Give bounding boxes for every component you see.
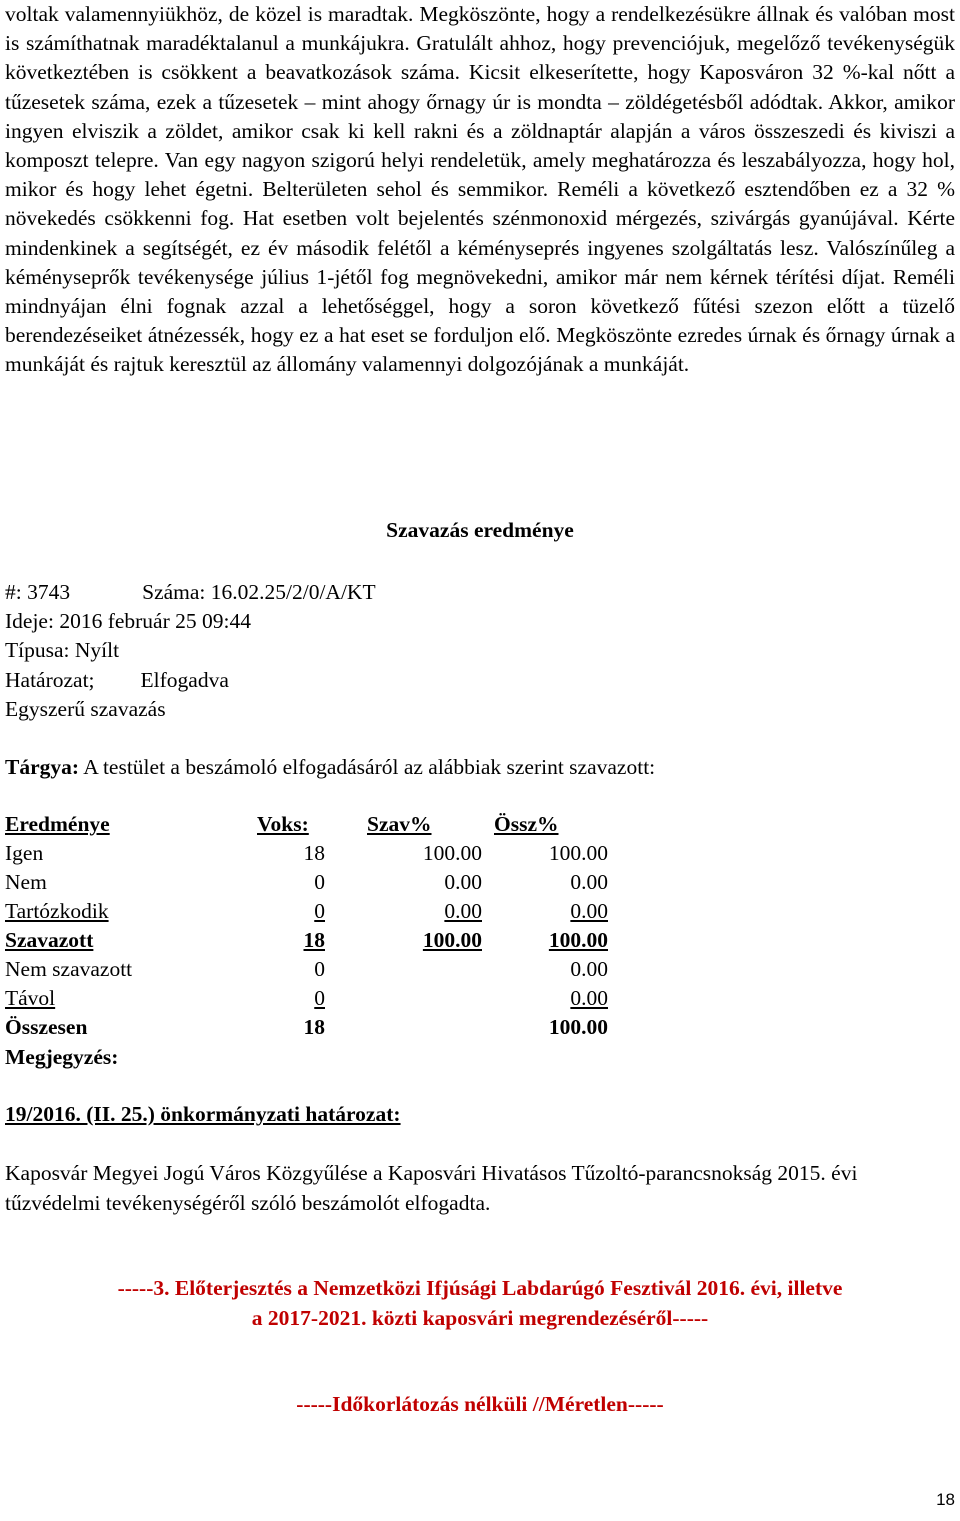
vote-result-title: [0, 518, 960, 543]
row-votes: 0: [314, 870, 325, 894]
resolution-text: Kaposvár Megyei Jogú Város Közgyűlése a Kaposvári Hivatásos Tűzoltó-parancsnokság 2015. évi tűzvédelmi tevékenységéről szóló beszámolót elfogadta.: [5, 1161, 858, 1215]
row-votes: 0: [314, 986, 325, 1010]
vote-decision-label: Határozat;: [5, 667, 95, 692]
row-label: Igen: [5, 841, 44, 865]
row-label: Tartózkodik: [5, 899, 109, 923]
row-szav: [325, 955, 482, 984]
vote-date: Ideje: 2016 február 25 09:44: [5, 609, 251, 634]
row-ossz: 0.00: [570, 957, 608, 981]
table-row: [5, 955, 608, 984]
row-votes: 18: [303, 841, 325, 865]
row-label: Nem: [5, 870, 47, 894]
vote-decision-line: [5, 666, 376, 695]
vote-subject: [5, 753, 655, 782]
vote-subject-text: A testület a beszámoló elfogadásáról az alábbiak szerint szavazott:: [79, 755, 656, 779]
page-number: 18: [936, 1490, 955, 1509]
vote-kind: Egyszerű szavazás: [5, 696, 166, 721]
row-votes: 18: [303, 1015, 325, 1039]
vote-reference: Száma: 16.02.25/2/0/A/KT: [142, 580, 376, 604]
time-limit-note: -----Időkorlátozás nélküli //Méretlen-----: [296, 1392, 664, 1416]
row-szav: 0.00: [444, 899, 482, 923]
row-votes: 0: [314, 899, 325, 923]
row-votes: 0: [314, 957, 325, 981]
row-szav: [325, 984, 482, 1013]
vote-meta: [5, 578, 376, 724]
vote-subject-label: Tárgya:: [5, 755, 80, 779]
row-label: Szavazott: [5, 928, 94, 952]
agenda-line-1: -----3. Előterjesztés a Nemzetközi Ifjúsági Labdarúgó Fesztivál 2016. évi, illetve: [117, 1276, 843, 1300]
row-ossz: 0.00: [570, 870, 608, 894]
vote-type: Típusa: Nyílt: [5, 638, 120, 663]
row-ossz: 0.00: [570, 986, 608, 1010]
row-label: Távol: [5, 986, 56, 1010]
row-votes: 18: [303, 928, 325, 952]
column-header: Össz%: [494, 812, 559, 836]
row-szav: 100.00: [422, 928, 482, 952]
column-header: Eredménye: [5, 812, 110, 836]
row-label: Nem szavazott: [5, 957, 133, 981]
column-header: Szav%: [367, 812, 432, 836]
row-ossz: 0.00: [570, 899, 608, 923]
vote-number: #: 3743: [5, 580, 71, 604]
row-label: Összesen: [5, 1015, 88, 1039]
table-row: [5, 984, 608, 1013]
row-szav: 0.00: [444, 870, 482, 894]
row-szav: [325, 1013, 482, 1042]
vote-result-title-text: Szavazás eredménye: [386, 518, 574, 542]
table-row: [5, 1013, 608, 1042]
row-ossz: 100.00: [548, 1015, 608, 1039]
table-row: [5, 839, 608, 868]
agenda-line-2: a 2017-2021. közti kaposvári megrendezéséről-----: [251, 1306, 709, 1330]
notes-label: Megjegyzés:: [5, 1045, 119, 1069]
table-row: [5, 897, 608, 926]
column-header: Voks:: [257, 812, 309, 836]
vote-id-line: [5, 578, 376, 607]
vote-results-table: [5, 810, 608, 1042]
table-row: [5, 868, 608, 897]
table-header-row: [5, 810, 608, 839]
vote-decision-value: Elfogadva: [140, 667, 229, 692]
row-ossz: 100.00: [548, 928, 608, 952]
row-ossz: 100.00: [548, 841, 608, 865]
agenda-item-heading: [0, 1273, 960, 1333]
body-paragraph: voltak valamennyiükhöz, de közel is maradtak. Megköszönte, hogy a rendelkezésükre állnak és valóban most is számíthatnak maradéktalanul a munkájukra. Gratulált ahhoz, hogy prevenciójuk, megelőző tevékenységük következtében is csökkent a beavatkozások száma. Kicsit elkeserítette, hogy Kaposváron 32 %-kal nőtt a tűzesetek száma, ezek a tűzesetek – mint ahogy őrnagy úr is mondta – zöldégetésből adódtak. Akkor, amikor ingyen elviszik a zöldet, amikor csak ki kell rakni és a zöldnaptár alapján a város összeszedi és kiviszi a komposzt telepre. Van egy nagyon szigorú helyi rendeletük, amely meghatározza és leszabályozza, hogy hol, mikor és hogy lehet égetni. Belterületen sehol és semmikor. Reméli a következő esztendőben ez a 32 % növekedés csökkenni fog. Hat esetben volt bejelentés szénmonoxid mérgezés, szivárgás gyanújával. Kérte mindenkinek a segítségét, ez év második felétől a kéményseprés ingyenes szolgáltatás lesz. Valószínűleg a kéményseprők tevékenysége július 1-jétől fog megnövekedni, amikor már nem kérnek térítési díjat. Reméli mindnyájan élni fognak azzal a lehetőséggel, hogy a soron következő fűtési szezon előtt a tüzelő berendezéseiket átnézessék, hogy ez a hat eset se forduljon elő. Megköszönte ezredes úrnak és őrnagy úrnak a munkáját és rajtuk keresztül az állomány valamennyi dolgozójának a munkáját.: [5, 2, 955, 377]
table-row: [5, 926, 608, 955]
row-szav: 100.00: [422, 841, 482, 865]
resolution-title: 19/2016. (II. 25.) önkormányzati határozat:: [5, 1102, 401, 1126]
